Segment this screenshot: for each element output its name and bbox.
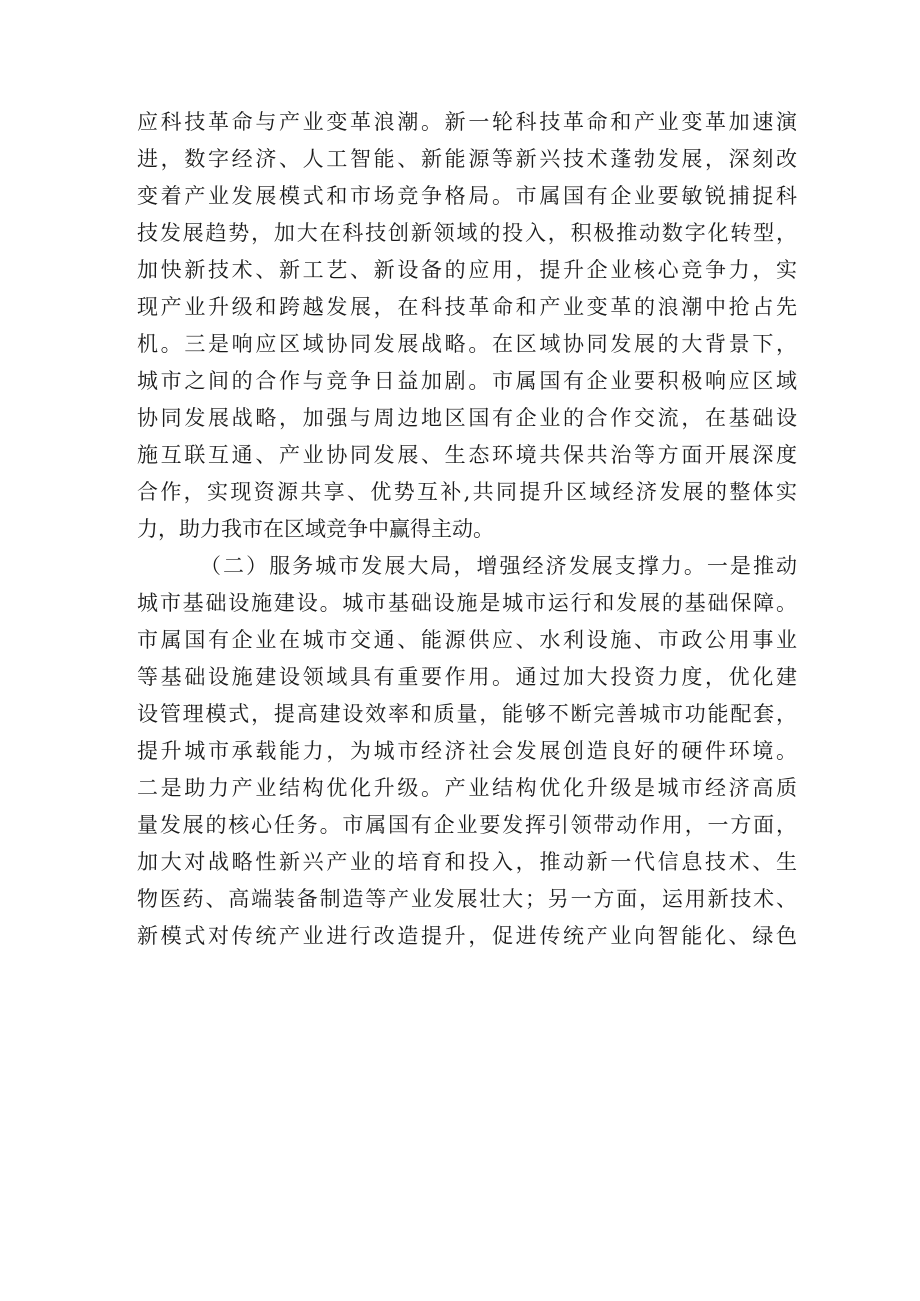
text-line: 应科技革命与产业变革浪潮。新一轮科技革命和产业变革加速演 <box>137 110 797 134</box>
text-line: 进，数字经济、人工智能、新能源等新兴技术蓬勃发展，深刻改 <box>137 147 797 171</box>
section-heading-line: （二）服务城市发展大局，增强经济发展支撑力。一是推动 <box>200 554 797 578</box>
body-text <box>137 104 797 955</box>
text-line: 二是助力产业结构优化升级。产业结构优化升级是城市经济高质 <box>137 776 797 800</box>
text-line: 现产业升级和跨越发展，在科技革命和产业变革的浪潮中抢占先 <box>137 295 797 319</box>
text-line: 协同发展战略，加强与周边地区国有企业的合作交流，在基础设 <box>137 406 797 430</box>
text-line: 等基础设施建设领域具有重要作用。通过加大投资力度，优化建 <box>137 665 797 689</box>
text-line: 新模式对传统产业进行改造提升，促进传统产业向智能化、绿色 <box>137 924 797 948</box>
text-line: 设管理模式，提高建设效率和质量，能够不断完善城市功能配套， <box>137 702 797 726</box>
text-line: 市属国有企业在城市交通、能源供应、水利设施、市政公用事业 <box>137 628 797 652</box>
text-line: 合作，实现资源共享、优势互补,共同提升区域经济发展的整体实 <box>137 480 797 504</box>
text-line: 城市基础设施建设。城市基础设施是城市运行和发展的基础保障。 <box>137 591 797 615</box>
text-line: 力，助力我市在区域竞争中赢得主动。 <box>137 517 494 541</box>
text-line: 施互联互通、产业协同发展、生态环境共保共治等方面开展深度 <box>137 443 797 467</box>
text-line: 加大对战略性新兴产业的培育和投入，推动新一代信息技术、生 <box>137 850 797 874</box>
text-line: 变着产业发展模式和市场竞争格局。市属国有企业要敏锐捕捉科 <box>137 184 797 208</box>
text-line: 物医药、高端装备制造等产业发展壮大；另一方面，运用新技术、 <box>137 887 797 911</box>
text-line: 加快新技术、新工艺、新设备的应用，提升企业核心竞争力，实 <box>137 258 797 282</box>
text-line: 技发展趋势，加大在科技创新领域的投入，积极推动数字化转型， <box>137 221 797 245</box>
text-line: 机。三是响应区域协同发展战略。在区域协同发展的大背景下， <box>137 332 797 356</box>
text-line: 量发展的核心任务。市属国有企业要发挥引领带动作用，一方面， <box>137 813 797 837</box>
text-line: 提升城市承载能力，为城市经济社会发展创造良好的硬件环境。 <box>137 739 797 763</box>
text-line: 城市之间的合作与竞争日益加剧。市属国有企业要积极响应区域 <box>137 369 797 393</box>
